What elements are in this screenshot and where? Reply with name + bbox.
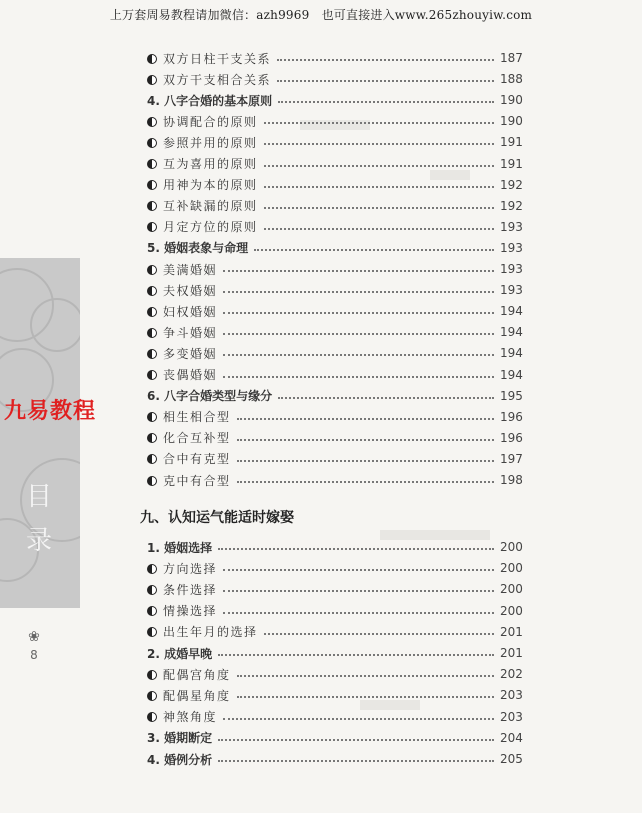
half-circle-bullet-icon xyxy=(147,75,157,85)
toc-entry-label xyxy=(147,366,217,383)
half-circle-bullet-icon xyxy=(147,370,157,380)
toc-entry-label xyxy=(147,751,212,768)
toc-entry-text: 1. 婚姻选择 xyxy=(147,540,213,555)
half-circle-bullet-icon xyxy=(147,222,157,232)
dot-leader xyxy=(223,270,494,272)
toc-entry-text: 互为喜用的原则 xyxy=(163,157,258,171)
dot-leader xyxy=(278,397,494,399)
toc-entry-text: 5. 婚姻表象与命理 xyxy=(147,241,249,256)
toc-entry xyxy=(147,622,522,642)
toc-entry-label xyxy=(147,387,272,404)
toc-entry-page: 194 xyxy=(500,304,523,319)
half-circle-bullet-icon xyxy=(147,328,157,338)
half-circle-bullet-icon xyxy=(147,476,157,486)
toc-entry-text: 相生相合型 xyxy=(163,410,231,425)
toc-entry-text: 化合互补型 xyxy=(163,431,231,446)
toc-entry-page: 193 xyxy=(500,283,523,298)
toc-entry xyxy=(147,48,522,68)
toc-entry xyxy=(147,301,522,321)
toc-entry-page: 193 xyxy=(500,219,523,234)
toc-entry-text: 配偶宫角度 xyxy=(163,667,231,682)
toc-entry xyxy=(147,558,522,578)
toc-entry-text: 条件选择 xyxy=(163,582,218,597)
half-circle-bullet-icon xyxy=(147,454,157,464)
toc-entry-label xyxy=(147,729,212,746)
toc-entry xyxy=(147,280,522,300)
toc-entry xyxy=(147,470,522,490)
dot-leader xyxy=(223,718,494,720)
toc-entry-label xyxy=(147,429,231,446)
toc-entry-text: 双方日柱干支关系 xyxy=(163,51,272,66)
toc-entry xyxy=(147,238,522,258)
chapter-title: 九、认知运气能适时嫁娶 xyxy=(140,510,294,526)
half-circle-bullet-icon xyxy=(147,349,157,359)
toc-entry-label xyxy=(147,218,258,235)
dot-leader xyxy=(264,633,494,635)
half-circle-bullet-icon xyxy=(147,117,157,127)
sidebar-title-char-2: 录 xyxy=(26,526,53,556)
ornament-icon: ❀ xyxy=(28,629,40,645)
toc-entry xyxy=(147,343,522,363)
toc-entry-text: 克中有合型 xyxy=(163,473,231,488)
toc-entry-text: 美满婚姻 xyxy=(163,262,218,277)
toc-entry-page: 204 xyxy=(500,730,523,745)
dot-leader xyxy=(237,675,494,677)
toc-entry-label xyxy=(147,155,258,172)
toc-entry-page: 191 xyxy=(500,135,523,150)
toc-entry-label xyxy=(147,282,217,299)
toc-entry-text: 4. 八字合婚的基本原则 xyxy=(147,93,273,108)
toc-entry-label xyxy=(147,560,217,577)
dot-leader xyxy=(223,312,494,314)
dot-leader xyxy=(218,760,494,762)
toc-entry-label xyxy=(147,239,248,256)
toc-entry-label xyxy=(147,623,258,640)
half-circle-bullet-icon xyxy=(147,265,157,275)
toc-entry-page: 192 xyxy=(500,198,523,213)
toc-entry-text: 情操选择 xyxy=(163,604,218,619)
toc-entry-label xyxy=(147,472,231,489)
toc-entry-page: 191 xyxy=(500,156,523,171)
sidebar-title-char-1: 目 xyxy=(26,482,53,512)
toc-entry-label xyxy=(147,539,212,556)
dot-leader xyxy=(264,165,494,167)
toc-entry-text: 参照并用的原则 xyxy=(163,135,258,150)
dot-leader xyxy=(264,228,494,230)
dot-leader xyxy=(277,80,494,82)
dot-leader xyxy=(254,249,494,251)
toc-entry-page: 200 xyxy=(500,603,523,618)
toc-entry-page: 202 xyxy=(500,667,523,682)
toc-entry-text: 双方干支相合关系 xyxy=(163,72,272,87)
toc-entry-label xyxy=(147,92,272,109)
toc-entry xyxy=(147,749,522,769)
dot-leader xyxy=(223,333,494,335)
toc-entry-page: 193 xyxy=(500,240,523,255)
half-circle-bullet-icon xyxy=(147,433,157,443)
toc-entry xyxy=(147,728,522,748)
dot-leader xyxy=(218,548,494,550)
half-circle-bullet-icon xyxy=(147,670,157,680)
toc-entry-page: 201 xyxy=(500,624,523,639)
toc-entry xyxy=(147,196,522,216)
dot-leader xyxy=(237,439,494,441)
half-circle-bullet-icon xyxy=(147,159,157,169)
half-circle-bullet-icon xyxy=(147,691,157,701)
half-circle-bullet-icon xyxy=(147,307,157,317)
toc-entry-page: 198 xyxy=(500,473,523,487)
toc-entry-text: 互补缺漏的原则 xyxy=(163,199,258,214)
toc-entry-text: 出生年月的选择 xyxy=(163,625,258,640)
toc-entry-label xyxy=(147,134,258,151)
toc-entry-text: 4. 婚例分析 xyxy=(147,752,213,767)
toc-entry xyxy=(147,707,522,727)
toc-entry-text: 神煞角度 xyxy=(163,710,218,725)
toc-entry-label xyxy=(147,50,271,67)
sidebar-panel xyxy=(0,258,80,608)
toc-entry-page: 200 xyxy=(500,561,523,576)
toc-entry-page: 194 xyxy=(500,346,523,361)
dot-leader xyxy=(237,696,494,698)
dot-leader xyxy=(237,460,494,462)
toc-entry-text: 用神为本的原则 xyxy=(163,178,258,193)
toc-entry-page: 205 xyxy=(500,752,523,766)
toc-entry-page: 200 xyxy=(500,540,523,554)
toc-entry xyxy=(147,386,522,406)
dot-leader xyxy=(218,739,494,741)
toc-entry-label xyxy=(147,581,217,598)
toc-entry-page: 196 xyxy=(500,409,523,424)
toc-entry xyxy=(147,90,522,110)
toc-entry-label xyxy=(147,71,271,88)
dot-leader xyxy=(264,186,494,188)
toc-entry-page: 194 xyxy=(500,367,523,382)
half-circle-bullet-icon xyxy=(147,412,157,422)
toc-entry-label xyxy=(147,602,217,619)
toc-entry-page: 192 xyxy=(500,177,523,192)
toc-entry xyxy=(147,154,522,174)
toc-entry-label xyxy=(147,666,231,683)
toc-entry-page: 187 xyxy=(500,51,523,65)
toc-entry xyxy=(147,449,522,469)
toc-entry-text: 2. 成婚早晚 xyxy=(147,646,213,661)
toc-entry xyxy=(147,69,522,89)
toc-entry-label xyxy=(147,687,231,704)
toc-entry xyxy=(147,664,522,684)
toc-entry xyxy=(147,579,522,599)
dot-leader xyxy=(264,143,494,145)
toc-entry-text: 妇权婚姻 xyxy=(163,304,218,319)
toc-entry-page: 196 xyxy=(500,430,523,445)
toc-entry-text: 夫权婚姻 xyxy=(163,283,218,298)
dot-leader xyxy=(218,654,494,656)
dot-leader xyxy=(223,590,494,592)
toc-entry-text: 多变婚姻 xyxy=(163,346,218,361)
toc-entry-page: 203 xyxy=(500,709,523,724)
toc-entry-label xyxy=(147,408,231,425)
dot-leader xyxy=(278,101,494,103)
toc-entry-text: 丧偶婚姻 xyxy=(163,368,218,382)
half-circle-bullet-icon xyxy=(147,627,157,637)
half-circle-bullet-icon xyxy=(147,138,157,148)
page-number: 8 xyxy=(30,648,38,662)
toc-entry xyxy=(147,407,522,427)
toc-entry xyxy=(147,217,522,237)
header-banner: 上万套周易教程请加微信：azh9969 也可直接进入www.265zhouyiw.com xyxy=(109,8,533,22)
toc-entry-page: 195 xyxy=(500,388,523,403)
toc-entry-page: 200 xyxy=(500,582,523,597)
toc-entry-page: 190 xyxy=(500,93,523,108)
dot-leader xyxy=(264,207,494,209)
toc-entry-text: 争斗婚姻 xyxy=(163,325,218,340)
toc-entry-label xyxy=(147,113,258,130)
toc-entry xyxy=(147,259,522,279)
toc-entry xyxy=(147,428,522,448)
toc-entry xyxy=(147,643,522,663)
toc-entry-label xyxy=(147,345,217,362)
half-circle-bullet-icon xyxy=(147,201,157,211)
toc-entry-label xyxy=(147,303,217,320)
toc-entry-text: 配偶星角度 xyxy=(163,688,231,703)
half-circle-bullet-icon xyxy=(147,286,157,296)
dot-leader xyxy=(277,59,494,61)
dot-leader xyxy=(223,376,494,378)
toc-entry xyxy=(147,175,522,195)
half-circle-bullet-icon xyxy=(147,180,157,190)
toc-entry-page: 203 xyxy=(500,688,523,703)
toc-entry-page: 190 xyxy=(500,114,523,129)
dot-leader xyxy=(223,291,494,293)
toc-entry-label xyxy=(147,450,231,467)
toc-entry-page: 188 xyxy=(500,72,523,87)
dot-leader xyxy=(223,612,494,614)
dot-leader xyxy=(223,569,494,571)
toc-entry-page: 193 xyxy=(500,262,523,276)
dot-leader xyxy=(264,122,494,124)
toc-entry-text: 月定方位的原则 xyxy=(163,220,258,235)
page-number-block xyxy=(24,630,44,663)
toc-entry-text: 6. 八字合婚类型与缘分 xyxy=(147,389,273,404)
toc-entry-text: 3. 婚期断定 xyxy=(147,731,213,746)
toc-entry xyxy=(147,685,522,705)
toc-entry xyxy=(147,601,522,621)
toc-entry xyxy=(147,537,522,557)
toc-entry-text: 合中有克型 xyxy=(163,452,231,467)
toc-entry xyxy=(147,322,522,342)
toc-entry-text: 协调配合的原则 xyxy=(163,114,258,129)
toc-entry-page: 194 xyxy=(500,325,523,340)
toc-entry-label xyxy=(147,197,258,214)
dot-leader xyxy=(237,481,494,483)
half-circle-bullet-icon xyxy=(147,712,157,722)
toc-entry-page: 201 xyxy=(500,646,523,660)
watermark-text: 九易教程 xyxy=(4,399,97,424)
toc-entry-text: 方向选择 xyxy=(163,561,218,576)
dot-leader xyxy=(237,418,494,420)
toc-entry-label xyxy=(147,176,258,193)
toc-entry-label xyxy=(147,645,212,662)
toc-entry-label xyxy=(147,324,217,341)
toc-entry-label xyxy=(147,261,217,278)
toc-entry xyxy=(147,365,522,385)
half-circle-bullet-icon xyxy=(147,606,157,616)
toc-entry-page: 197 xyxy=(500,451,523,466)
toc-entry-label xyxy=(147,708,217,725)
half-circle-bullet-icon xyxy=(147,585,157,595)
dot-leader xyxy=(223,354,494,356)
half-circle-bullet-icon xyxy=(147,564,157,574)
toc-entry xyxy=(147,111,522,131)
toc-entry xyxy=(147,132,522,152)
half-circle-bullet-icon xyxy=(147,54,157,64)
